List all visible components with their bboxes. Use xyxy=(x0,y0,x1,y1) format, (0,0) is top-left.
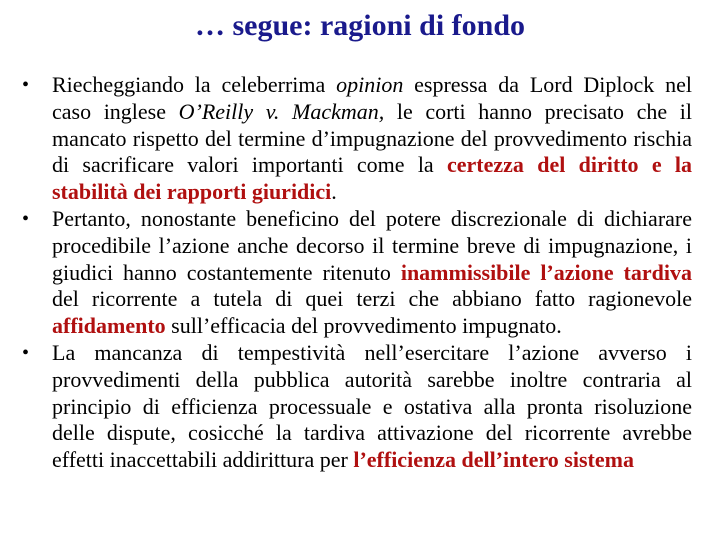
bullet-list xyxy=(0,72,720,540)
bullet-1-highlight: certezza del diritto e la stabilità dei rapporti giuridici xyxy=(52,152,693,205)
bullet-marker-icon: • xyxy=(22,341,30,364)
bullet-1-italic-opinion: opinion xyxy=(336,72,404,97)
bullet-item-2 xyxy=(0,206,720,340)
bullet-1-italic-case: O’Reilly v. Mackman, xyxy=(178,98,385,124)
slide-title: … segue: ragioni di fondo xyxy=(194,9,526,42)
bullet-3-text-1: La mancanza di tempestività nell’esercitare l’azione avverso i provvedimenti della pubblica autorità sarebbe inoltre contraria al principio di efficienza processuale e ostativa alla pronta risoluzione delle dispute, cosicché la tardiva attivazione del ricorrente avrebbe effetti inaccettabili addirittura per xyxy=(52,339,692,473)
bullet-2-text-2: del ricorrente a tutela di quei terzi che abbiano fatto ragionevole xyxy=(52,286,692,312)
bullet-1-text-4: . xyxy=(331,179,337,205)
bullet-item-1 xyxy=(0,72,720,206)
bullet-2-highlight-2: affidamento xyxy=(52,313,166,339)
bullet-2-text-1: Pertanto, nonostante beneficino del potere discrezionale di dichiarare procedibile l’azione anche decorso il termine breve di impugnazione, i giudici hanno costantemente ritenuto xyxy=(52,205,692,285)
bullet-marker-icon: • xyxy=(22,207,30,230)
bullet-3-highlight: l’efficienza dell’intero sistema xyxy=(353,447,634,473)
bullet-1-text-1: Riecheggiando la celeberrima xyxy=(52,72,337,97)
bullet-1-text-3: le corti hanno precisato che il mancato rispetto del termine d’impugnazione del provvedimento rischia di sacrificare valori importanti come la xyxy=(52,98,692,178)
bullet-2-text-3: sull’efficacia del provvedimento impugnato. xyxy=(165,313,562,339)
bullet-1-text-2: espressa da Lord Diplock nel caso inglese xyxy=(52,72,692,124)
bullet-2-highlight-1: inammissibile l’azione tardiva xyxy=(400,259,692,285)
bullet-item-3 xyxy=(0,340,720,474)
bullet-marker-icon: • xyxy=(22,74,30,96)
